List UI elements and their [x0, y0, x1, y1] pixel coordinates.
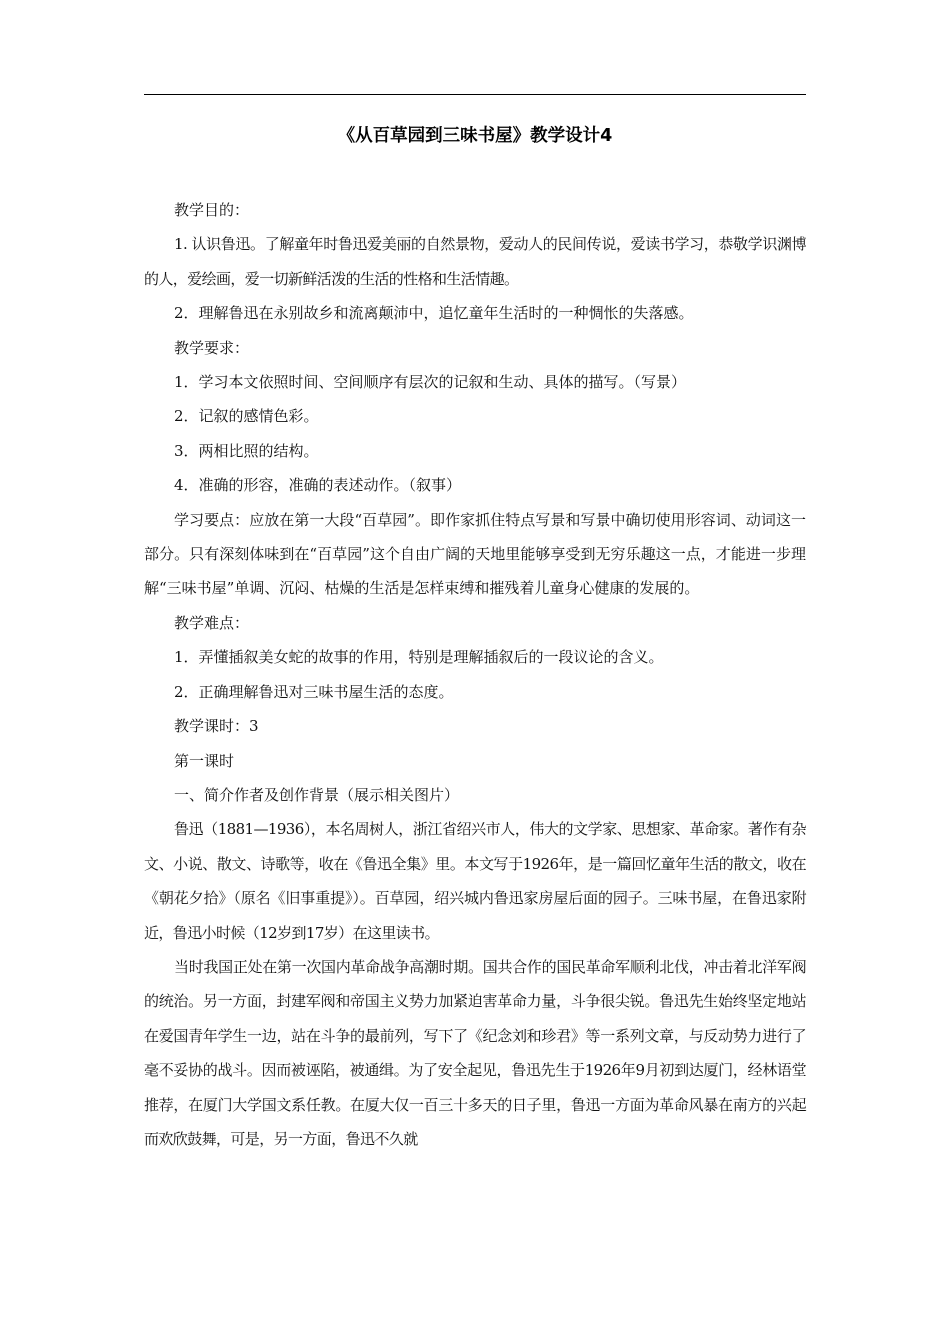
document-title: 《从百草园到三味书屋》教学设计4: [337, 126, 613, 146]
paragraph: 3．两相比照的结构。: [174, 441, 319, 460]
header-rule: [144, 94, 806, 95]
section-heading-lesson-one: 第一课时: [174, 751, 235, 770]
paragraph: 2．理解鲁迅在永别故乡和流离颠沛中，追忆童年生活时的一种惆怅的失落感。: [174, 304, 694, 323]
paragraph: 2．正确理解鲁迅对三味书屋生活的态度。: [174, 682, 454, 701]
paragraph: 2．记叙的感情色彩。: [174, 407, 319, 426]
paragraph-key-points: 学习要点：应放在第一大段“百草园”。即作家抓住特点写景和写景中确切使用形容词、动词这一部分。只有深刻体味到在“百草园”这个自由广阔的天地里能够享受到无穷乐趣这一点，才能进一步理解“三味书屋”单调、沉闷、枯燥的生活是怎样束缚和摧残着儿童身心健康的发展的。: [144, 510, 806, 598]
section-heading-requirements: 教学要求：: [174, 338, 250, 357]
paragraph-background: 当时我国正处在第一次国内革命战争高潮时期。国共合作的国民革命军顺利北伐，冲击着北洋军阀的统治。另一方面，封建军阀和帝国主义势力加紧迫害革命力量，斗争很尖锐。鲁迅先生始终坚定地站在爱国青年学生一边，站在斗争的最前列，写下了《纪念刘和珍君》等一系列文章，与反动势力进行了毫不妥协的战斗。因而被诬陷，被通缉。为了安全起见，鲁迅先生于1926年9月初到达厦门，经林语堂推荐，在厦门大学国文系任教。在厦大仅一百三十多天的日子里，鲁迅一方面为革命风暴在南方的兴起而欢欣鼓舞，可是，另一方面，鲁迅不久就: [144, 957, 806, 1148]
paragraph: 1．弄懂插叙美女蛇的故事的作用，特别是理解插叙后的一段议论的含义。: [174, 648, 664, 667]
section-heading-objectives: 教学目的：: [174, 201, 250, 219]
paragraph-class-hours: 教学课时：3: [174, 717, 259, 736]
paragraph: 1. 认识鲁迅。了解童年时鲁迅爱美丽的自然景物，爱动人的民间传说，爱读书学习，恭敬学识渊博的人，爱绘画，爱一切新鲜活泼的生活的性格和生活情趣。: [144, 235, 806, 288]
section-heading-author-intro: 一、简介作者及创作背景（展示相关图片）: [174, 785, 460, 804]
paragraph: 1．学习本文依照时间、空间顺序有层次的记叙和生动、具体的描写。（写景）: [174, 373, 687, 392]
section-heading-difficulties: 教学难点：: [174, 613, 250, 632]
document-body: [144, 193, 806, 1156]
paragraph: 4．准确的形容，准确的表述动作。（叙事）: [174, 476, 462, 495]
paragraph-author-bio: 鲁迅（1881—1936），本名周树人，浙江省绍兴市人，伟大的文学家、思想家、革命家。著作有杂文、小说、散文、诗歌等，收在《鲁迅全集》里。本文写于1926年，是一篇回忆童年生活的散文，收在《朝花夕拾》（原名《旧事重提》）。百草园，绍兴城内鲁迅家房屋后面的园子。三味书屋，在鲁迅家附近，鲁迅小时候（12岁到17岁）在这里读书。: [144, 820, 806, 942]
